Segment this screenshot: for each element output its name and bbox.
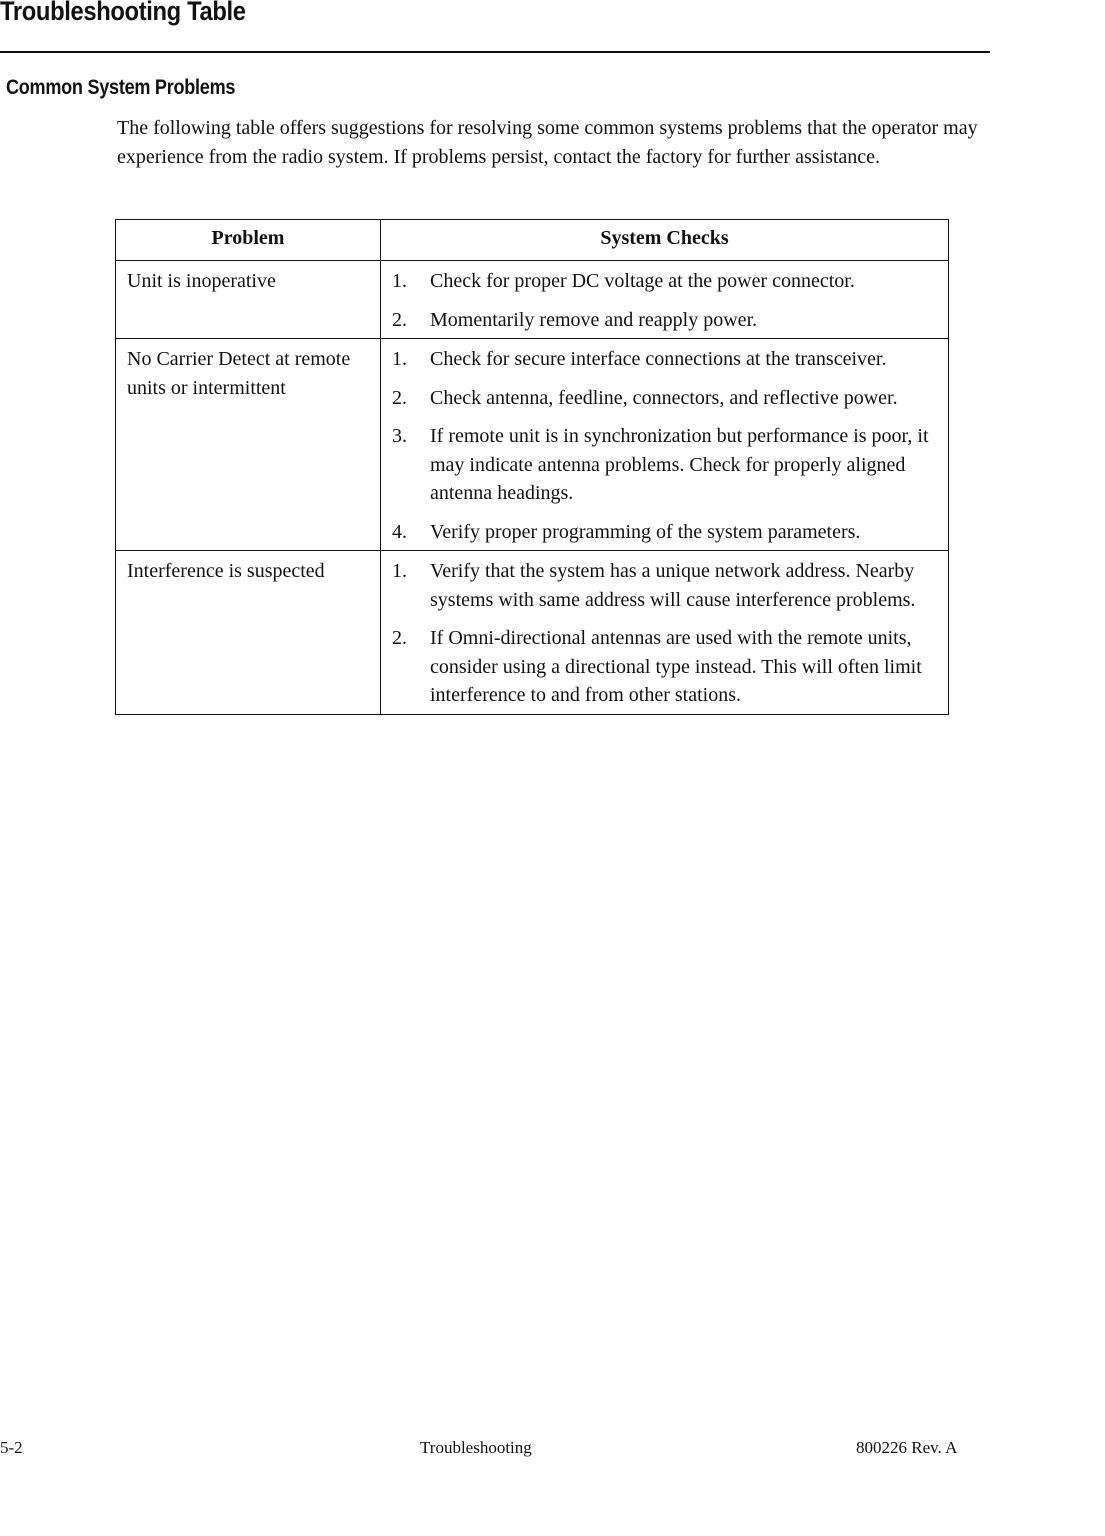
check-item [392, 306, 940, 335]
check-number: 2. [392, 386, 407, 409]
check-list [392, 267, 940, 334]
page-title: Troubleshooting Table [0, 0, 246, 26]
header-problem: Problem [116, 220, 381, 261]
check-number: 3. [392, 425, 407, 447]
problem-cell: No Carrier Detect at remote units or intermittent [116, 339, 381, 551]
check-number: 2. [392, 627, 407, 649]
checks-cell [381, 551, 949, 715]
check-number: 1. [392, 560, 407, 582]
section-title: Common System Problems [6, 76, 236, 99]
check-item [392, 557, 940, 614]
footer-chapter: Troubleshooting [420, 1438, 532, 1457]
check-list [392, 345, 940, 546]
check-item [392, 267, 940, 296]
table-row [116, 551, 949, 715]
check-item [392, 624, 940, 710]
troubleshooting-table [115, 219, 949, 715]
check-number: 4. [392, 520, 407, 543]
header-system-checks: System Checks [381, 220, 949, 261]
check-text: Check antenna, feedline, connectors, and reflective power. [430, 386, 898, 409]
check-number: 1. [392, 270, 407, 292]
check-text: Verify proper programming of the system parameters. [430, 520, 861, 543]
title-rule [0, 51, 990, 53]
check-text: Verify that the system has a unique network address. Nearby systems with same address will cause interference problems. [430, 560, 916, 611]
footer-doc-revision: 800226 Rev. A [856, 1438, 958, 1457]
check-text: If remote unit is in synchronization but performance is poor, it may indicate antenna problems. Check for properly aligned antenna headings. [430, 425, 929, 504]
check-item [392, 384, 940, 413]
table-row [116, 261, 949, 339]
table-header-row [116, 220, 949, 261]
check-text: If Omni-directional antennas are used with the remote units, consider using a directional type instead. This will often limit interference to and from other stations. [430, 627, 922, 706]
footer-page-number: 5-2 [0, 1438, 23, 1457]
intro-paragraph: The following table offers suggestions for resolving some common systems problems that the operator may experience from the radio system. If problems persist, contact the factory for further assistance. [117, 117, 978, 168]
check-item [392, 422, 940, 508]
check-text: Check for proper DC voltage at the power connector. [430, 270, 855, 292]
check-list [392, 557, 940, 710]
problem-cell: Interference is suspected [116, 551, 381, 715]
check-number: 1. [392, 348, 407, 370]
check-text: Momentarily remove and reapply power. [430, 308, 758, 331]
checks-cell [381, 339, 949, 551]
check-number: 2. [392, 308, 407, 331]
problem-cell: Unit is inoperative [116, 261, 381, 339]
check-item [392, 345, 940, 374]
check-item [392, 518, 940, 547]
checks-cell [381, 261, 949, 339]
check-text: Check for secure interface connections at the transceiver. [430, 348, 887, 370]
table-row [116, 339, 949, 551]
